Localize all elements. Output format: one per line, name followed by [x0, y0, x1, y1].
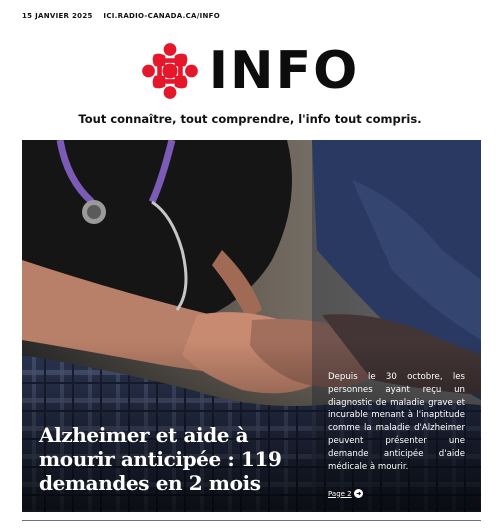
arrow-right-circle-icon — [354, 489, 363, 498]
issue-date: 15 JANVIER 2025 — [22, 12, 93, 20]
site-url[interactable]: ICI.RADIO-CANADA.CA/INFO — [103, 12, 220, 20]
headline-line: mourir anticipée : 119 — [39, 447, 282, 471]
article-summary: Depuis le 30 octobre, les personnes ayant reçu un diagnostic de maladie grave et incurable menant à l'inaptitude comme la maladie d'Alzheimer peuvent présenter une demande anticipée d'aide médicale à mourir. — [328, 372, 465, 472]
page-2-link[interactable] — [328, 489, 363, 498]
bottom-divider — [22, 520, 481, 521]
brand-wordmark: INFO — [208, 41, 360, 101]
radio-canada-gem-icon — [141, 42, 199, 100]
headline-line: demandes en 2 mois — [39, 471, 261, 495]
page-link-label: Page 2 — [328, 489, 352, 498]
cover-story[interactable] — [22, 140, 481, 512]
brand-header — [0, 42, 500, 100]
headline[interactable] — [39, 423, 299, 495]
top-bar — [22, 12, 220, 20]
headline-line: Alzheimer et aide à — [39, 423, 249, 447]
tagline: Tout connaître, tout comprendre, l'info tout compris. — [78, 112, 422, 126]
